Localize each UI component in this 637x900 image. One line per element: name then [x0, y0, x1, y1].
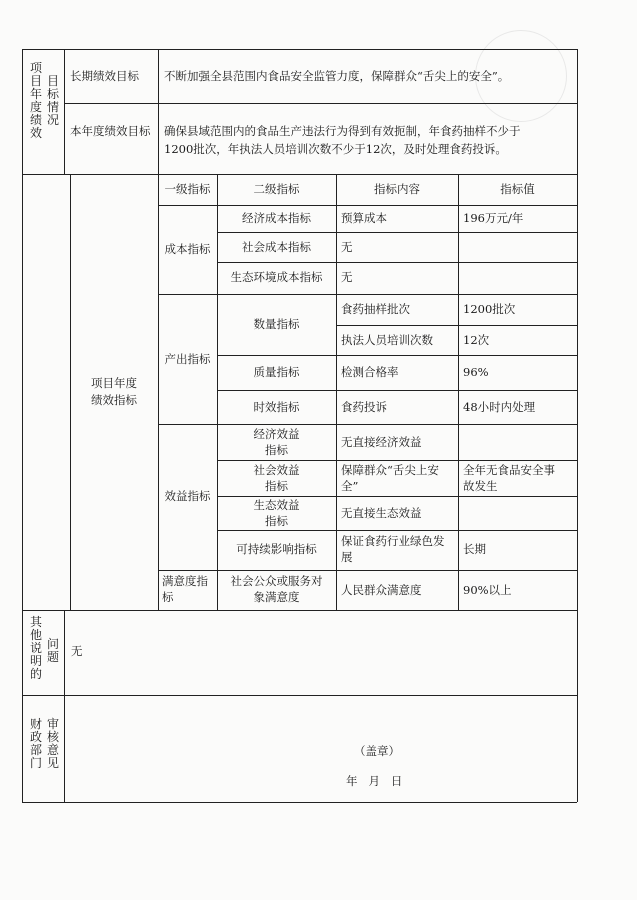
header-level2: 二级指标 — [253, 182, 300, 196]
social-benefit-value-2: 故发生 — [463, 479, 498, 493]
cost-content-1: 预算成本 — [341, 211, 387, 225]
indicators-section-label-1: 项目年度 — [91, 376, 137, 390]
sustainable-content-1: 保证食药行业绿色发 — [341, 534, 445, 548]
long-term-goal-label: 长期绩效目标 — [70, 69, 139, 83]
annual-goal-content-line1: 确保县域范围内的食品生产违法行为得到有效扼制，年食药抽样不少于 — [164, 124, 521, 138]
review-opinion-label: 审核意见 — [46, 717, 59, 770]
cost-content-3: 无 — [341, 270, 353, 284]
indicators-section-label-2: 绩效指标 — [91, 393, 137, 407]
output-value-2: 12次 — [463, 333, 490, 347]
header-level1: 一级指标 — [164, 182, 211, 196]
cost-sub-1: 经济成本指标 — [242, 211, 311, 225]
benefit-indicator-label: 效益指标 — [164, 489, 211, 503]
social-benefit-label-2: 指标 — [265, 479, 288, 493]
annual-goal-content-line2: 1200批次，年执法人员培训次数不少于12次，及时处理食药投诉。 — [164, 142, 507, 156]
issues-label: 问题 — [46, 637, 59, 664]
economic-benefit-label-2: 指标 — [265, 443, 288, 457]
timeliness-value: 48小时内处理 — [463, 400, 536, 414]
other-notes-content: 无 — [71, 644, 83, 658]
satisfaction-value: 90%以上 — [463, 583, 512, 597]
cost-sub-2: 社会成本指标 — [242, 240, 311, 254]
quality-value: 96% — [463, 365, 489, 379]
target-situation-label: 目标情况 — [46, 74, 59, 127]
timeliness-indicator-label: 时效指标 — [253, 400, 300, 414]
output-value-1: 1200批次 — [463, 302, 516, 316]
other-notes-label: 其他说明的 — [29, 615, 42, 681]
ecological-benefit-label-1: 生态效益 — [253, 498, 300, 512]
output-indicator-label: 产出指标 — [164, 352, 211, 366]
annual-goal-label: 本年度绩效目标 — [70, 124, 151, 138]
satisfaction-sub-2: 象满意度 — [253, 590, 300, 604]
timeliness-content: 食药投诉 — [341, 400, 387, 414]
header-content: 指标内容 — [374, 182, 420, 196]
social-benefit-content-2: 全” — [341, 479, 359, 493]
quality-indicator-label: 质量指标 — [253, 365, 300, 379]
satisfaction-label-2: 标 — [162, 590, 174, 604]
quantity-indicator-label: 数量指标 — [253, 317, 300, 331]
social-benefit-content-1: 保障群众“舌尖上安 — [341, 463, 439, 477]
output-content-1: 食药抽样批次 — [341, 302, 410, 316]
output-content-2: 执法人员培训次数 — [341, 333, 433, 347]
cost-value-1: 196万元/年 — [463, 211, 524, 225]
economic-benefit-content: 无直接经济效益 — [341, 435, 422, 449]
project-section-label: 项目年度绩效 — [29, 61, 42, 140]
satisfaction-label-1: 满意度指 — [162, 574, 208, 588]
satisfaction-content: 人民群众满意度 — [341, 583, 422, 597]
satisfaction-sub-1: 社会公众或服务对 — [230, 574, 323, 588]
header-value: 指标值 — [500, 182, 535, 196]
finance-dept-label: 财政部门 — [29, 717, 42, 770]
social-benefit-value-1: 全年无食品安全事 — [463, 463, 555, 477]
sustainable-value: 长期 — [463, 542, 486, 556]
social-benefit-label-1: 社会效益 — [253, 463, 300, 477]
long-term-goal-content: 不断加强全县范围内食品安全监管力度，保障群众“舌尖上的安全”。 — [164, 69, 510, 83]
ecological-benefit-content: 无直接生态效益 — [341, 506, 422, 520]
cost-indicator-label: 成本指标 — [164, 242, 211, 256]
sustainable-content-2: 展 — [341, 550, 353, 564]
ecological-benefit-label-2: 指标 — [265, 514, 288, 528]
quality-content: 检测合格率 — [341, 365, 399, 379]
seal-placeholder: （盖章） — [354, 744, 400, 758]
sustainable-label: 可持续影响指标 — [236, 542, 317, 556]
date-placeholder: 年 月 日 — [346, 774, 403, 788]
cost-sub-3: 生态环境成本指标 — [230, 270, 323, 284]
economic-benefit-label-1: 经济效益 — [253, 427, 300, 441]
cost-content-2: 无 — [341, 240, 353, 254]
